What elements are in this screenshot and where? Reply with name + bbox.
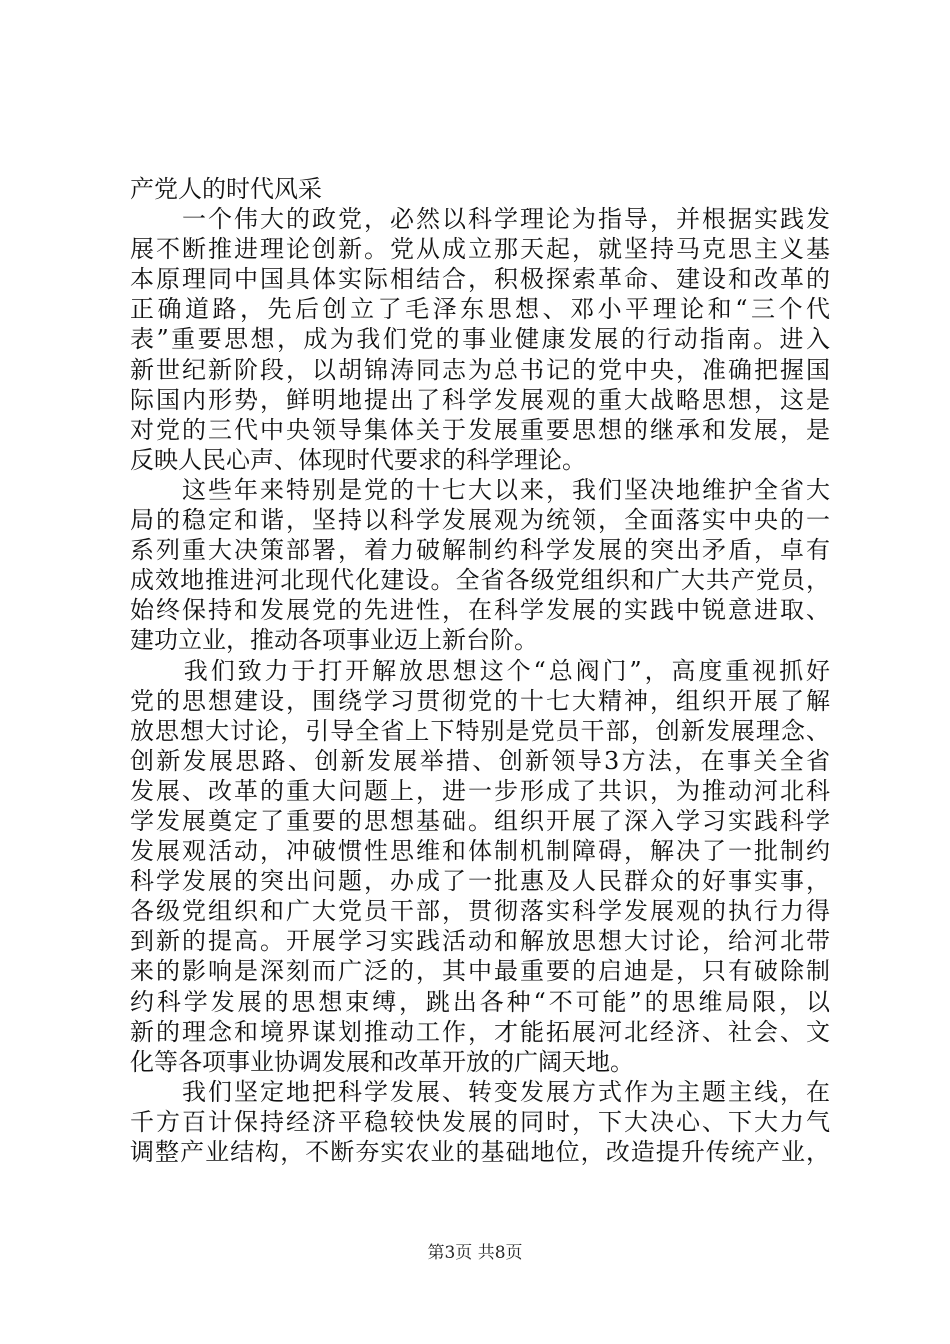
page-footer: 第3页 共8页 [427, 1243, 523, 1263]
text-line: 展不断推进理论创新。党从成立那天起，就坚持马克思主义基 [130, 235, 830, 264]
text-line: 各级党组织和广大党员干部，贯彻落实科学发展观的执行力得 [130, 897, 830, 926]
text-line: 成效地推进河北现代化建设。全省各级党组织和广大共产党员， [130, 566, 830, 595]
text-line: 我们致力于打开解放思想这个“总阀门”，高度重视抓好 [130, 656, 830, 685]
text-line: 这些年来特别是党的十七大以来，我们坚决地维护全省大 [130, 475, 830, 504]
text-line: 创新发展思路、创新发展举措、创新领导3方法，在事关全省 [130, 746, 830, 775]
text-line: 本原理同中国具体实际相结合，积极探索革命、建设和改革的 [130, 265, 830, 294]
text-line: 产党人的时代风采 [130, 175, 322, 203]
text-line: 表”重要思想，成为我们党的事业健康发展的行动指南。进入 [130, 325, 830, 354]
text-line: 科学发展的突出问题，办成了一批惠及人民群众的好事实事， [130, 867, 830, 896]
text-line: 学发展奠定了重要的思想基础。组织开展了深入学习实践科学 [130, 806, 830, 835]
text-line: 新的理念和境界谋划推动工作，才能拓展河北经济、社会、文 [130, 1017, 830, 1046]
text-line: 调整产业结构，不断夯实农业的基础地位，改造提升传统产业， [130, 1138, 830, 1166]
text-line: 正确道路，先后创立了毛泽东思想、邓小平理论和“三个代 [130, 295, 830, 324]
text-line: 发展观活动，冲破惯性思维和体制机制障碍，解决了一批制约 [130, 837, 830, 866]
text-line: 系列重大决策部署，着力破解制约科学发展的突出矛盾，卓有 [130, 536, 830, 565]
text-line: 千方百计保持经济平稳较快发展的同时，下大决心、下大力气 [130, 1107, 830, 1136]
document-body [130, 174, 830, 1167]
text-line: 我们坚定地把科学发展、转变发展方式作为主题主线，在 [130, 1077, 830, 1106]
text-line: 放思想大讨论，引导全省上下特别是党员干部，创新发展理念、 [130, 716, 830, 745]
text-line: 党的思想建设，围绕学习贯彻党的十七大精神，组织开展了解 [130, 686, 830, 715]
text-line: 始终保持和发展党的先进性，在科学发展的实践中锐意进取、 [130, 596, 830, 625]
text-line: 反映人民心声、体现时代要求的科学理论。 [130, 445, 586, 474]
text-line: 建功立业，推动各项事业迈上新台阶。 [130, 626, 538, 655]
text-line: 发展、改革的重大问题上，进一步形成了共识，为推动河北科 [130, 776, 830, 805]
text-line: 来的影响是深刻而广泛的，其中最重要的启迪是，只有破除制 [130, 957, 830, 986]
text-line: 新世纪新阶段，以胡锦涛同志为总书记的党中央，准确把握国 [130, 355, 830, 384]
text-line: 局的稳定和谐，坚持以科学发展观为统领，全面落实中央的一 [130, 506, 830, 535]
text-line: 到新的提高。开展学习实践活动和解放思想大讨论，给河北带 [130, 927, 830, 956]
text-line: 际国内形势，鲜明地提出了科学发展观的重大战略思想，这是 [130, 385, 830, 414]
text-line: 化等各项事业协调发展和改革开放的广阔天地。 [130, 1047, 634, 1076]
text-line: 对党的三代中央领导集体关于发展重要思想的继承和发展，是 [130, 415, 830, 444]
text-line: 一个伟大的政党，必然以科学理论为指导，并根据实践发 [130, 205, 830, 234]
text-line: 约科学发展的思想束缚，跳出各种“不可能”的思维局限，以 [130, 987, 830, 1016]
